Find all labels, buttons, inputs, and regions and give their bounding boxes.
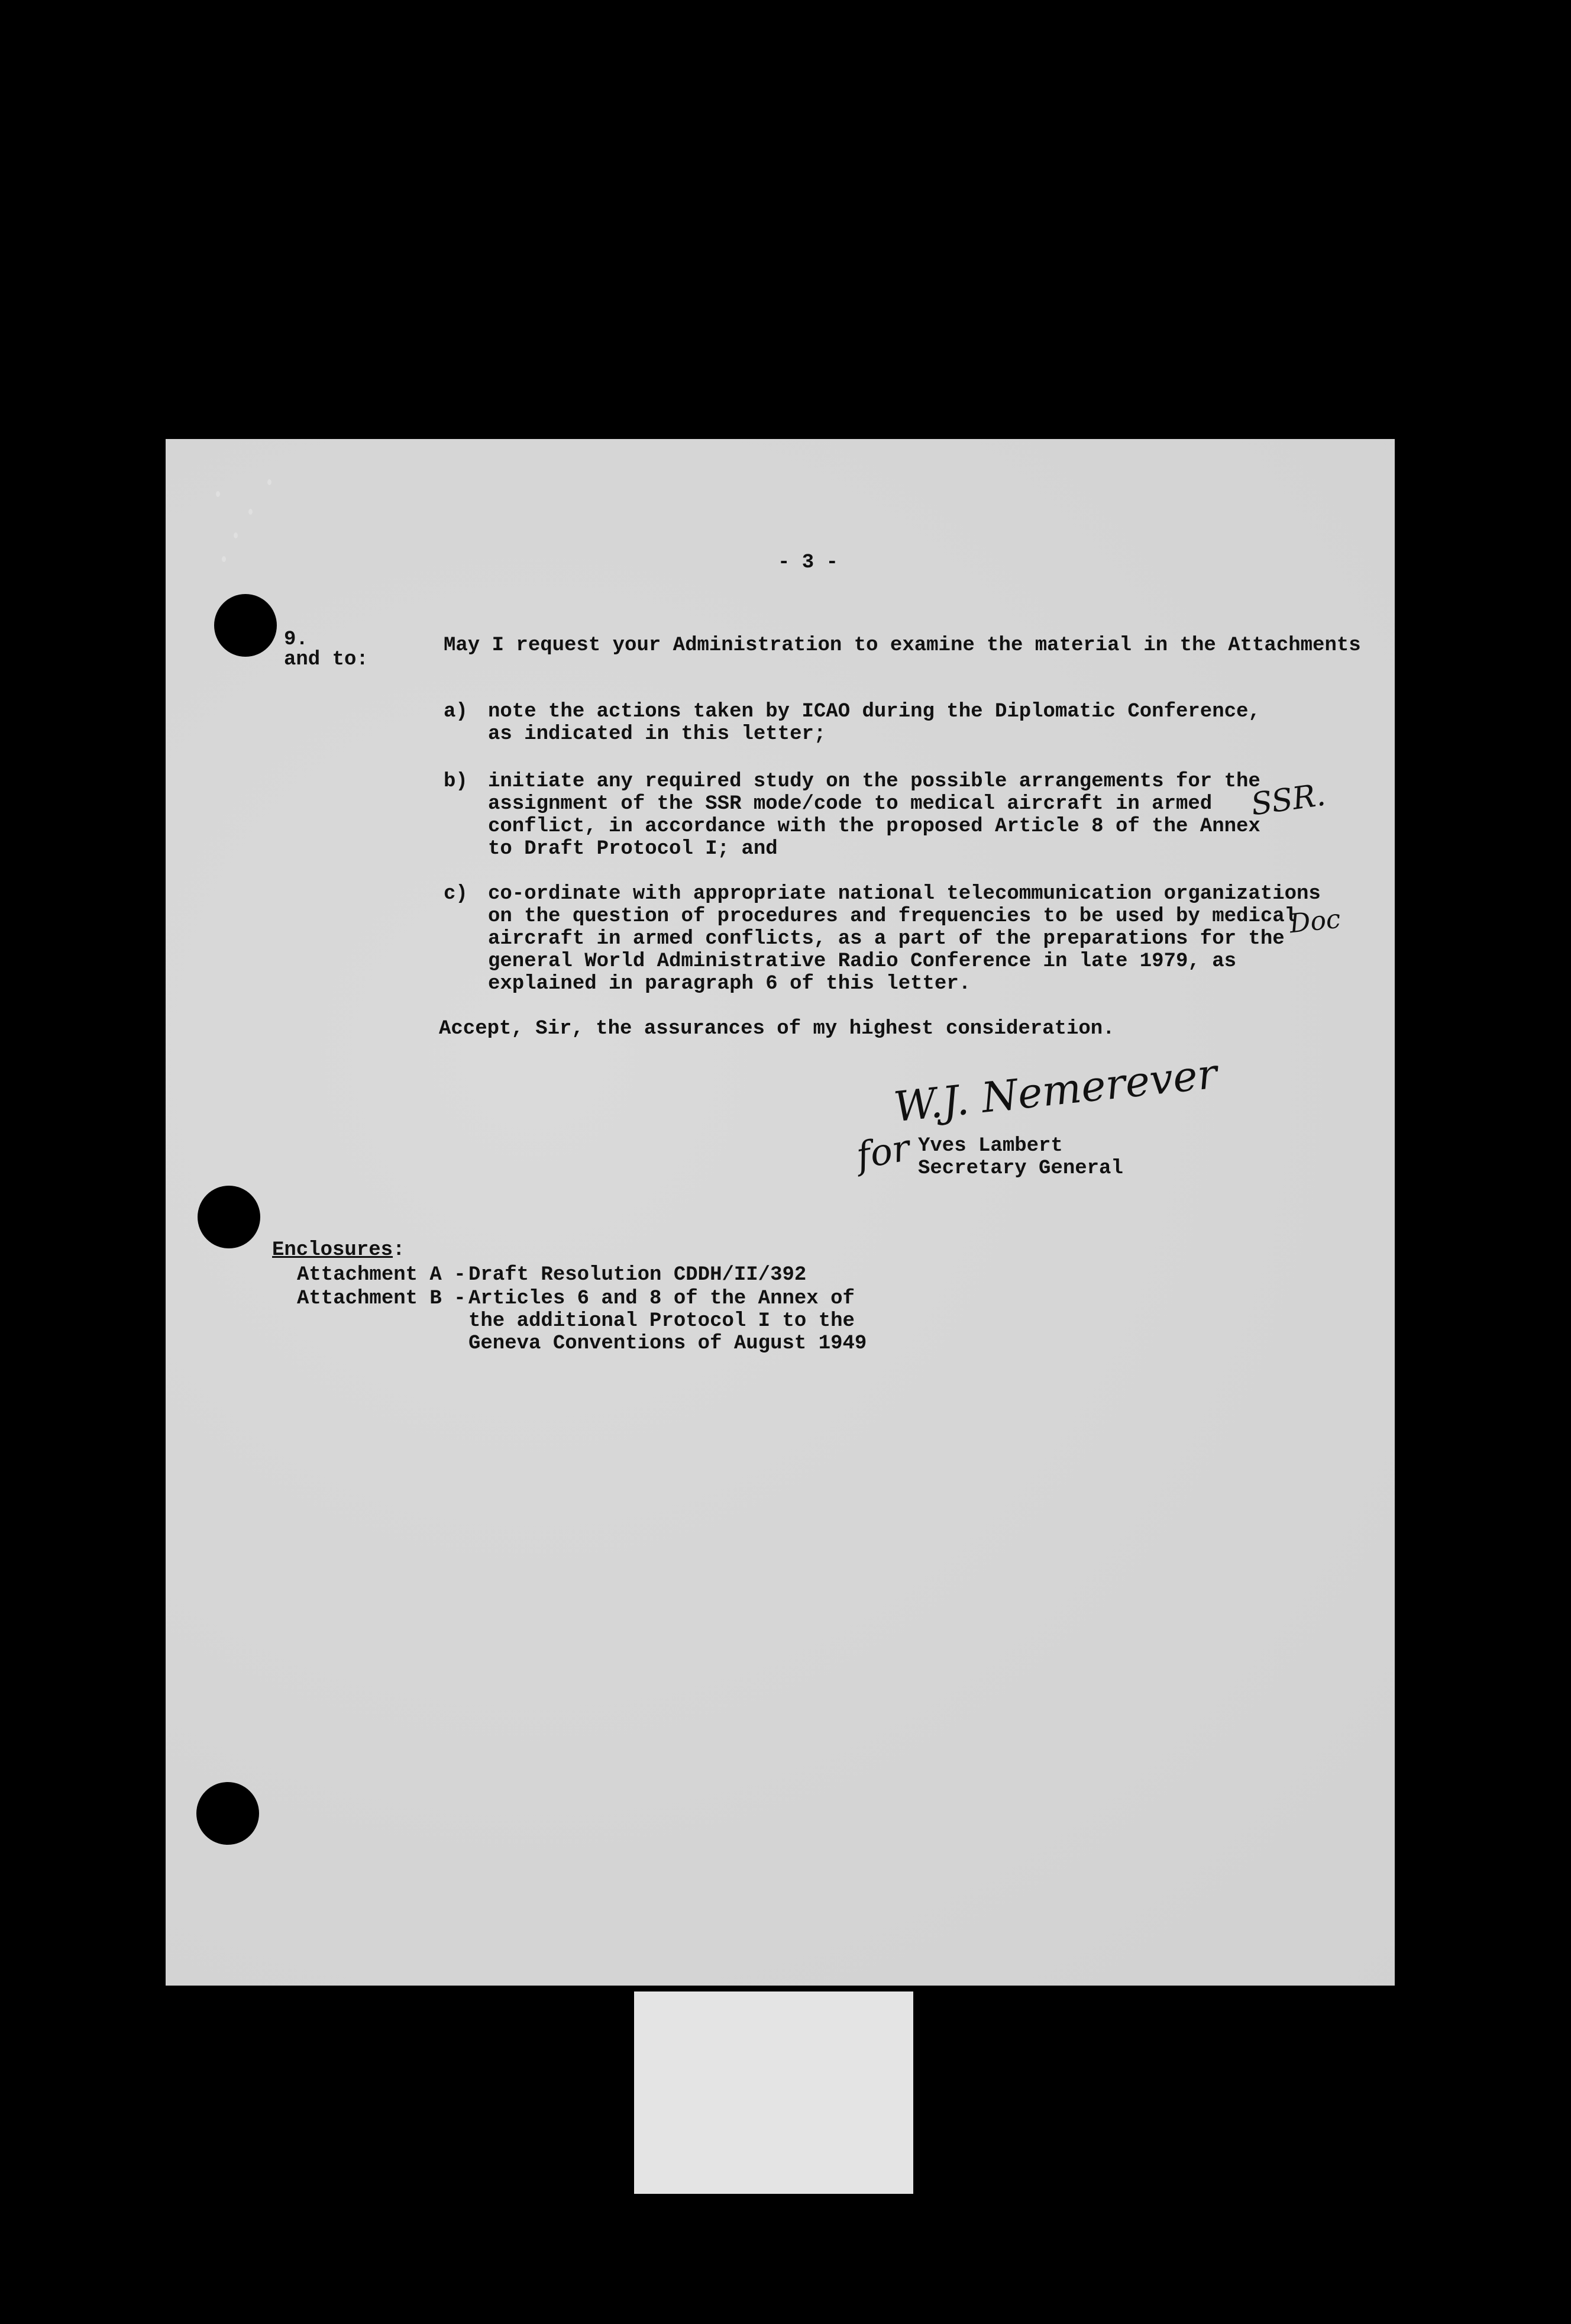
item-c-line-5: explained in paragraph 6 of this letter. bbox=[488, 973, 971, 995]
item-b-line-3: conflict, in accordance with the proposed Article 8 of the Annex bbox=[488, 815, 1260, 838]
margin-note-doc: Doc bbox=[1288, 903, 1342, 940]
paragraph-number: 9. bbox=[284, 628, 308, 651]
punch-hole-bottom bbox=[196, 1782, 259, 1845]
margin-note-ssr: SSR. bbox=[1249, 777, 1328, 823]
attachment-a-text: Draft Resolution CDDH/II/392 bbox=[468, 1264, 807, 1286]
handwritten-for-mark: for bbox=[853, 1125, 913, 1178]
item-a-line-1: note the actions taken by ICAO during the Diplomatic Conference, bbox=[488, 701, 1260, 723]
background-speck bbox=[222, 556, 226, 562]
paragraph-lead-in: and to: bbox=[284, 648, 368, 671]
enclosures-heading-colon: : bbox=[393, 1239, 405, 1261]
attachment-b-line-2: the additional Protocol I to the bbox=[468, 1310, 855, 1332]
handwritten-signature: W.J. Nemerever bbox=[891, 1049, 1220, 1132]
paragraph-first-line: May I request your Administration to examine the material in the Attachments bbox=[444, 634, 1361, 657]
signatory-name: Yves Lambert bbox=[918, 1135, 1063, 1157]
background-speck bbox=[234, 532, 238, 538]
attachment-a-label: Attachment A - bbox=[297, 1264, 466, 1286]
item-a-line-2: as indicated in this letter; bbox=[488, 723, 826, 745]
item-a-label: a) bbox=[444, 701, 468, 723]
item-b-line-1: initiate any required study on the possible arrangements for the bbox=[488, 770, 1260, 793]
closing-line: Accept, Sir, the assurances of my highest consideration. bbox=[439, 1018, 1115, 1040]
item-b-line-4: to Draft Protocol I; and bbox=[488, 838, 778, 860]
item-c-line-1: co-ordinate with appropriate national telecommunication organizations bbox=[488, 883, 1321, 905]
attachment-b-line-3: Geneva Conventions of August 1949 bbox=[468, 1332, 867, 1355]
attachment-b-line-1: Articles 6 and 8 of the Annex of bbox=[468, 1287, 855, 1310]
background-speck bbox=[267, 479, 271, 485]
punch-hole-middle bbox=[198, 1186, 260, 1248]
attachment-b-label: Attachment B - bbox=[297, 1287, 466, 1310]
item-b-label: b) bbox=[444, 770, 468, 793]
bottom-card bbox=[634, 1991, 913, 2194]
background-speck bbox=[248, 509, 253, 515]
item-c-line-3: aircraft in armed conflicts, as a part of the preparations for the bbox=[488, 928, 1285, 950]
item-c-label: c) bbox=[444, 883, 468, 905]
letter-page bbox=[166, 439, 1395, 1986]
signatory-title: Secretary General bbox=[918, 1157, 1123, 1180]
item-b-line-2: assignment of the SSR mode/code to medical aircraft in armed bbox=[488, 793, 1213, 815]
item-c-line-2: on the question of procedures and frequencies to be used by medical bbox=[488, 905, 1297, 928]
item-c-line-4: general World Administrative Radio Conference in late 1979, as bbox=[488, 950, 1237, 973]
background-speck bbox=[216, 491, 220, 497]
page-number: - 3 - bbox=[778, 551, 839, 574]
enclosures-heading bbox=[272, 1239, 405, 1261]
enclosures-heading-text: Enclosures bbox=[272, 1239, 393, 1261]
punch-hole-top bbox=[214, 594, 277, 657]
